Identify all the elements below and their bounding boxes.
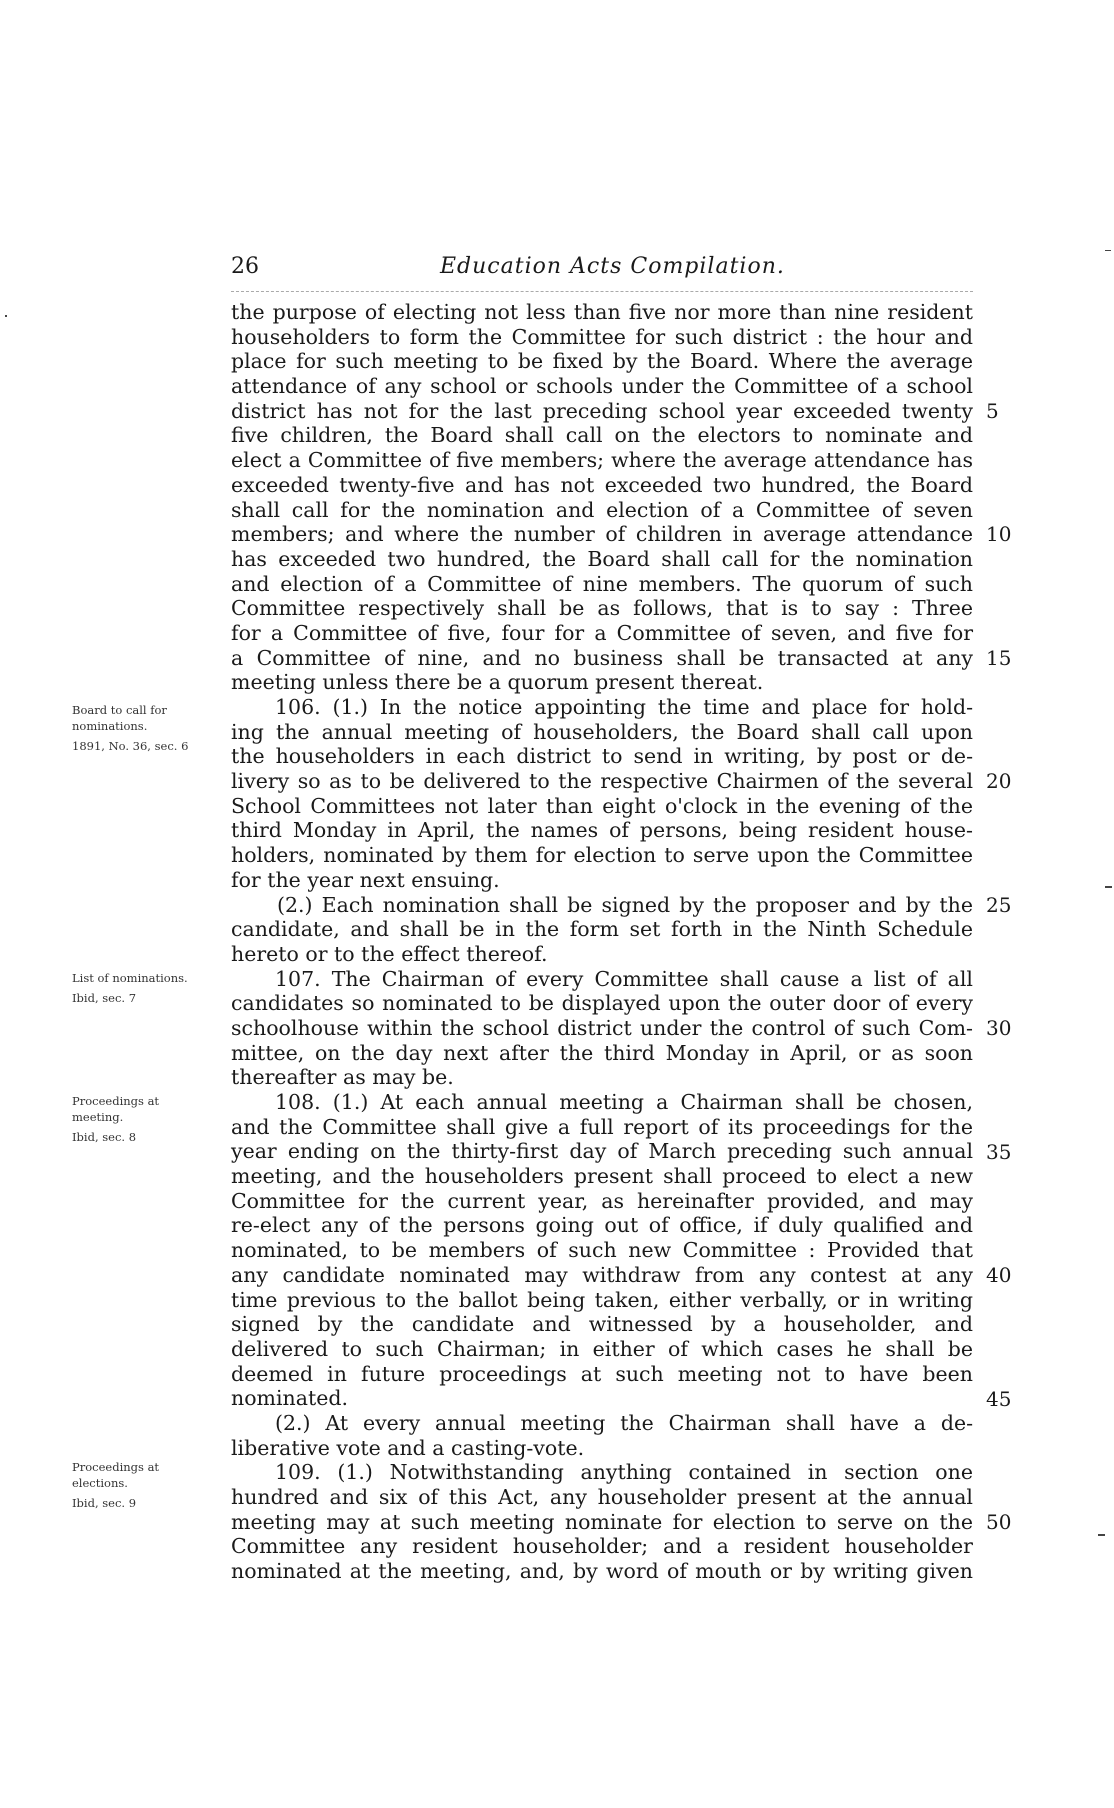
margin-note-proceedings-elections: [72, 1459, 222, 1511]
text-line: meeting may at such meeting nominate for election to serve on the: [231, 1509, 973, 1534]
text-line: time previous to the ballot being taken, either verbally, or in writing: [231, 1287, 973, 1312]
text-line: nominated at the meeting, and, by word of mouth or by writing given: [231, 1559, 973, 1584]
text-line: for a Committee of five, four for a Committee of seven, and five for: [231, 620, 973, 645]
scan-edge-mark: [1105, 886, 1112, 888]
text-line: householders to form the Committee for such district : the hour and: [231, 324, 973, 349]
text-line: elect a Committee of five members; where the average attendance has: [231, 448, 973, 473]
text-line: attendance of any school or schools under the Committee of a school: [231, 374, 973, 399]
section-109-heading: 109. (1.) Notwithstanding anything contained in section one: [275, 1460, 973, 1485]
text-line: place for such meeting to be fixed by the Board. Where the average: [231, 349, 973, 374]
text-line: delivered to such Chairman; in either of which cases he shall be: [231, 1336, 973, 1361]
text-line: Committee for the current year, as hereinafter provided, and may: [231, 1188, 973, 1213]
text-line: meeting, and the householders present shall proceed to elect a new: [231, 1164, 973, 1189]
text-line: schoolhouse within the school district under the control of such Com-: [231, 1015, 973, 1040]
margin-note-title: Board to call for: [72, 703, 167, 717]
text-line: Committee respectively shall be as follows, that is to say : Three: [231, 596, 973, 621]
text-line: meeting unless there be a quorum present thereat.: [231, 670, 764, 695]
text-line: hundred and six of this Act, any householder present at the annual: [231, 1485, 973, 1509]
margin-note-title: meeting.: [72, 1110, 124, 1124]
body-text: [231, 300, 973, 1584]
line-number: 50: [986, 1510, 1012, 1534]
text-line: livery so as to be delivered to the respective Chairmen of the several: [231, 769, 973, 794]
text-line: School Committees not later than eight o'clock in the evening of the: [231, 793, 973, 818]
line-number: 15: [986, 646, 1012, 670]
scan-edge-mark: [1098, 1534, 1105, 1536]
margin-note-board-to-call: [72, 702, 222, 754]
margin-note-title: elections.: [72, 1476, 128, 1490]
margin-note-proceedings-meeting: [72, 1093, 222, 1145]
text-line: third Monday in April, the names of persons, being resident house-: [231, 818, 973, 843]
line-number: 40: [986, 1263, 1012, 1287]
section-106-heading: 106. (1.) In the notice appointing the time and place for hold-: [275, 695, 973, 719]
section-107-heading: 107. The Chairman of every Committee shall cause a list of all: [275, 966, 973, 991]
text-line: district has not for the last preceding school year exceeded twenty: [231, 398, 973, 423]
section-108-heading: 108. (1.) At each annual meeting a Chairman shall be chosen,: [275, 1090, 973, 1114]
running-title: Education Acts Compilation.: [440, 254, 785, 279]
line-number: 30: [986, 1016, 1012, 1040]
subsection-line: (2.) At every annual meeting the Chairman shall have a de-: [275, 1410, 973, 1435]
margin-note-citation: Ibid, sec. 7: [72, 991, 137, 1005]
text-line: any candidate nominated may withdraw from any contest at any: [231, 1262, 973, 1287]
line-number: 5: [986, 399, 999, 423]
text-line: deemed in future proceedings at such meeting not to have been: [231, 1361, 973, 1386]
scan-edge-mark: [1105, 250, 1111, 251]
header-rule: [231, 291, 973, 292]
margin-note-list-of-nominations: [72, 970, 222, 1006]
text-line: and the Committee shall give a full report of its proceedings for the: [231, 1114, 973, 1139]
text-line: signed by the candidate and witnessed by a householder, and: [231, 1312, 973, 1337]
subsection-line: (2.) Each nomination shall be signed by the proposer and by the: [277, 892, 973, 917]
line-number: 10: [986, 522, 1012, 546]
text-line: the purpose of electing not less than five nor more than nine resident: [231, 300, 973, 324]
text-line: hereto or to the effect thereof.: [231, 941, 548, 966]
line-number: 45: [986, 1387, 1012, 1411]
text-line: year ending on the thirty-first day of March preceding such annual: [231, 1139, 973, 1164]
text-line: five children, the Board shall call on the electors to nominate and: [231, 423, 973, 448]
margin-note-title: List of nominations.: [72, 971, 188, 985]
margin-note-title: nominations.: [72, 719, 148, 733]
text-line: nominated, to be members of such new Committee : Provided that: [231, 1238, 973, 1263]
text-line: the householders in each district to send in writing, by post or de-: [231, 744, 973, 769]
text-line: re-elect any of the persons going out of office, if duly qualified and: [231, 1213, 973, 1238]
margin-note-title: Proceedings at: [72, 1460, 160, 1474]
margin-note-citation: Ibid, sec. 9: [72, 1496, 137, 1510]
margin-note-title: Proceedings at: [72, 1094, 160, 1108]
text-line: a Committee of nine, and no business shall be transacted at any: [231, 645, 973, 670]
page-number: 26: [231, 254, 259, 279]
text-line: members; and where the number of children in average attendance: [231, 522, 973, 547]
text-line: mittee, on the day next after the third Monday in April, or as soon: [231, 1040, 973, 1065]
line-number: 25: [986, 893, 1012, 917]
text-line: thereafter as may be.: [231, 1065, 454, 1090]
text-line: candidate, and shall be in the form set forth in the Ninth Schedule: [231, 917, 973, 942]
text-line: has exceeded two hundred, the Board shall call for the nomination: [231, 546, 973, 571]
text-line: candidates so nominated to be displayed upon the outer door of every: [231, 991, 973, 1016]
margin-note-citation: Ibid, sec. 8: [72, 1130, 137, 1144]
line-number: 35: [986, 1140, 1012, 1164]
scan-edge-mark: [5, 315, 7, 317]
text-line: liberative vote and a casting-vote.: [231, 1435, 585, 1460]
text-line: holders, nominated by them for election to serve upon the Committee: [231, 843, 973, 868]
margin-note-citation: 1891, No. 36, sec. 6: [72, 739, 189, 753]
line-number: 20: [986, 769, 1012, 793]
text-line: shall call for the nomination and election of a Committee of seven: [231, 497, 973, 522]
text-line: for the year next ensuing.: [231, 867, 500, 892]
text-line: Committee any resident householder; and a resident householder: [231, 1534, 973, 1559]
text-line: ing the annual meeting of householders, the Board shall call upon: [231, 719, 973, 744]
text-line: and election of a Committee of nine members. The quorum of such: [231, 571, 973, 596]
text-line: nominated.: [231, 1386, 348, 1411]
text-line: exceeded twenty-five and has not exceeded two hundred, the Board: [231, 472, 973, 497]
